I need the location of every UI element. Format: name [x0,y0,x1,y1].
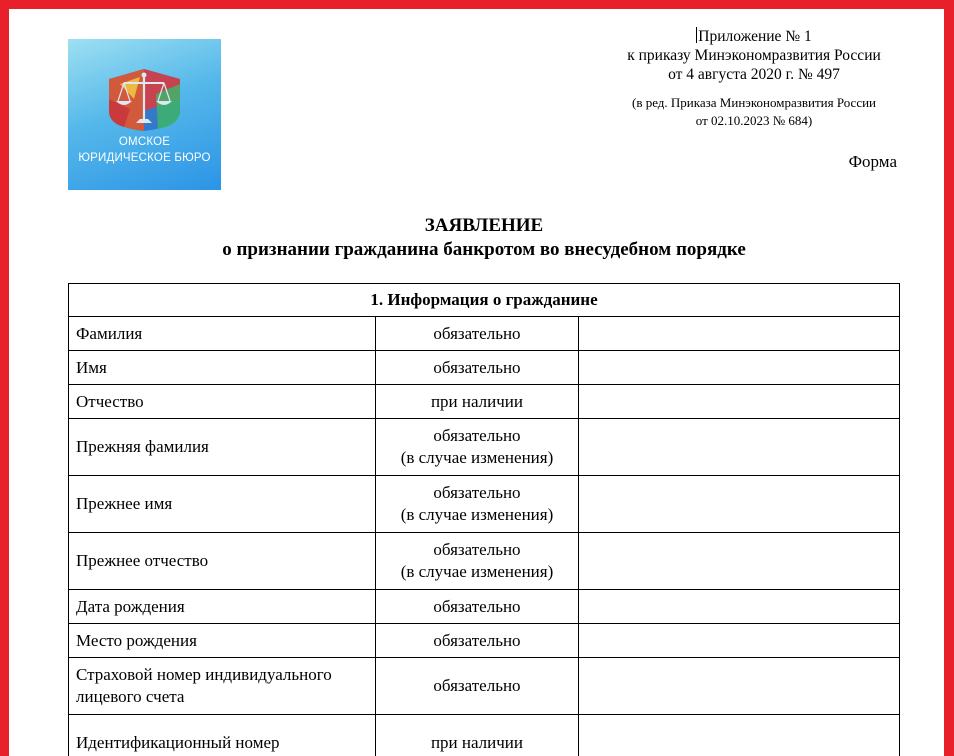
value-cell[interactable] [579,476,900,533]
requirement-cell [375,590,578,624]
amendment-line-2: от 02.10.2023 № 684) [695,113,813,128]
value-cell[interactable] [579,590,900,624]
field-label: Идентификационный номер [69,715,376,756]
order-line-2: от 4 августа 2020 г. № 497 [668,66,840,83]
requirement-text: обязательно [433,540,521,559]
requirement-cell [375,658,578,715]
requirement-text: обязательно [433,483,521,502]
logo-text-line2: ЮРИДИЧЕСКОЕ БЮРО [78,152,211,164]
document-page [9,9,944,756]
requirement-text: обязательно [433,426,521,445]
value-cell[interactable] [579,385,900,419]
value-cell[interactable] [579,533,900,590]
field-label: Место рождения [69,624,376,658]
table-row [69,385,900,419]
field-label: Прежняя фамилия [69,419,376,476]
requirement-cell [375,476,578,533]
requirement-cell [375,419,578,476]
requirement-note: (в случае изменения) [400,505,554,524]
field-label: Фамилия [69,317,376,351]
amendment-note [599,94,909,130]
field-label: Имя [69,351,376,385]
table-row [69,590,900,624]
requirement-text: при наличии [430,391,524,411]
table-row [69,715,900,756]
requirement-cell [375,715,578,756]
table-row [69,624,900,658]
value-cell[interactable] [579,715,900,756]
value-cell[interactable] [579,658,900,715]
field-label: Отчество [69,385,376,419]
requirement-cell [375,624,578,658]
table-row [69,317,900,351]
field-label: Прежнее отчество [69,533,376,590]
requirement-note: (в случае изменения) [400,448,554,467]
requirement-note: (в случае изменения) [400,562,554,581]
scales-shield-icon [68,39,221,190]
table-row [69,476,900,533]
title-line-1: ЗАЯВЛЕНИЕ [424,215,544,236]
logo-text-line1: ОМСКОЕ [118,136,171,148]
requirement-cell [375,351,578,385]
requirement-text: обязательно [433,357,521,377]
appendix-label: Приложение № 1 [698,28,812,45]
field-label: Прежнее имя [69,476,376,533]
company-logo [68,39,221,190]
requirement-text: обязательно [433,630,521,650]
requirement-text: обязательно [433,323,521,343]
requirement-cell [375,533,578,590]
table-row [69,533,900,590]
requirement-text: при наличии [430,733,524,752]
approval-block [599,27,909,84]
section-header: 1. Информация о гражданине [69,284,900,317]
value-cell[interactable] [579,317,900,351]
order-line-1: к приказу Минэкономразвития России [627,47,881,64]
field-label: Дата рождения [69,590,376,624]
value-cell[interactable] [579,419,900,476]
requirement-cell [375,317,578,351]
form-label: Форма [848,152,897,171]
value-cell[interactable] [579,351,900,385]
requirement-cell [375,385,578,419]
title-line-2: о признании гражданина банкротом во внесудебном порядке [222,239,746,260]
requirement-text: обязательно [433,596,521,616]
field-label: Страховой номер индивидуального лицевого счета [69,658,376,715]
document-title [68,214,900,262]
value-cell[interactable] [579,624,900,658]
table-row [69,658,900,715]
table-row [69,351,900,385]
requirement-text: обязательно [433,676,521,695]
amendment-line-1: (в ред. Приказа Минэкономразвития России [631,95,877,110]
citizen-info-table [68,283,900,756]
table-row [69,419,900,476]
